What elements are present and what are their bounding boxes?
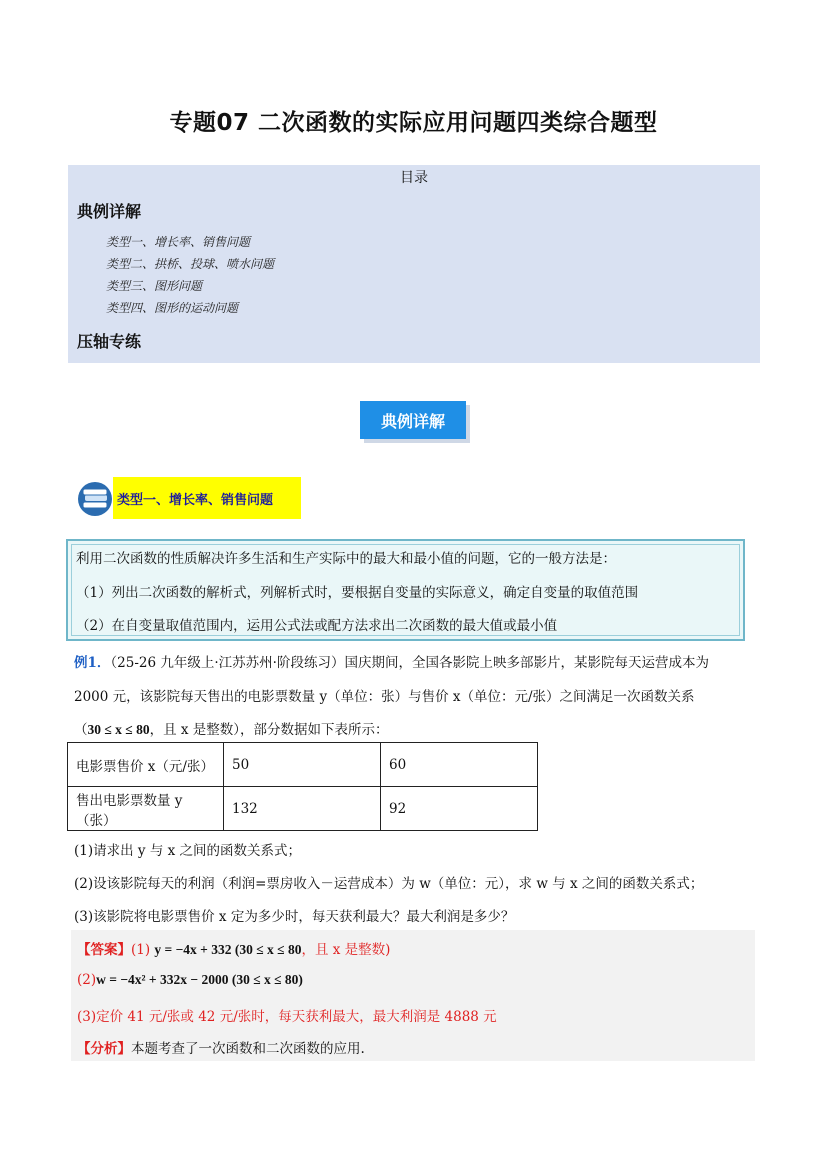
toc-item-type4[interactable]: 类型四、图形的运动问题 <box>106 301 239 315</box>
domain-condition: 30 ≤ x ≤ 80 <box>87 722 150 737</box>
answer-line-1 <box>77 938 390 958</box>
answer-line-3: (3)定价 41 元/张或 42 元/张时，每天获利最大，最大利润是 4888 元 <box>77 1009 497 1025</box>
type-heading: 类型一、增长率、销售问题 <box>113 477 301 519</box>
page-title: 专题07 二次函数的实际应用问题四类综合题型 <box>169 110 658 136</box>
answer-tag: 【答案】 <box>77 942 131 958</box>
analysis-tag: 【分析】 <box>77 1041 131 1057</box>
table-cell-value: 60 <box>381 743 538 787</box>
table-cell-value: 50 <box>224 743 381 787</box>
answer-2-prefix: (2) <box>77 972 97 988</box>
answer-1-expr: y = −4x + 332 (30 ≤ x ≤ 80 <box>154 942 302 957</box>
example-line-3 <box>74 718 389 738</box>
table-cell-value: 132 <box>224 787 381 831</box>
question-3: (3)该影院将电影票售价 x 定为多少时，每天获利最大？最大利润是多少？ <box>74 909 515 925</box>
table-cell-label: 售出电影票数量 y（张） <box>68 787 224 831</box>
data-table <box>67 742 538 831</box>
analysis-line <box>77 1037 365 1057</box>
book-stack-icon <box>77 481 113 517</box>
table-cell-label: 电影票售价 x（元/张） <box>68 743 224 787</box>
analysis-text: 本题考查了一次函数和二次函数的应用. <box>131 1041 365 1057</box>
answer-1-suffix: ，且 x 是整数) <box>301 942 391 958</box>
table-cell-value: 92 <box>381 787 538 831</box>
table-row <box>68 743 538 787</box>
table-of-contents <box>68 165 760 363</box>
paren-open: （ <box>74 722 88 738</box>
method-box <box>66 539 745 641</box>
answer-line-2 <box>77 972 303 988</box>
answer-2-expr: w = −4x² + 332x − 2000 (30 ≤ x ≤ 80) <box>96 972 303 987</box>
toc-section-examples[interactable]: 典例详解 <box>77 202 142 221</box>
question-1: (1)请求出 y 与 x 之间的函数关系式； <box>74 843 302 859</box>
example-source: （25-26 九年级上·江苏苏州·阶段练习）国庆期间，全国各影院上映多部影片，某影院每天运营成本为 <box>110 655 709 671</box>
toc-item-type2[interactable]: 类型二、拱桥、投球、喷水问题 <box>106 257 275 271</box>
toc-item-type3[interactable]: 类型三、图形问题 <box>106 279 203 293</box>
example-line-2: 2000 元，该影院每天售出的电影票数量 y（单位：张）与售价 x（单位：元/张）之间满足一次函数关系 <box>74 689 695 705</box>
question-2: (2)设该影院每天的利润（利润=票房收入－运营成本）为 w（单位：元），求 w 与 x 之间的函数关系式； <box>74 876 704 892</box>
section-badge: 典例详解 <box>360 401 466 439</box>
method-intro: 利用二次函数的性质解决许多生活和生产实际中的最大和最小值的问题，它的一般方法是： <box>76 551 616 567</box>
answer-box <box>71 930 755 1061</box>
example-line-1 <box>74 651 709 671</box>
method-step-2: （2）在自变量取值范围内，运用公式法或配方法求出二次函数的最大值或最小值 <box>76 618 558 634</box>
toc-caption: 目录 <box>400 170 428 186</box>
table-row <box>68 787 538 831</box>
toc-section-practice[interactable]: 压轴专练 <box>77 332 142 351</box>
example-number: 例1． <box>74 655 111 671</box>
example-line-3-text: ，且 x 是整数），部分数据如下表所示： <box>149 722 389 738</box>
method-step-1: （1）列出二次函数的解析式，列解析式时，要根据自变量的实际意义，确定自变量的取值范围 <box>76 585 639 601</box>
answer-1-prefix: (1) <box>131 942 155 958</box>
badge-dots <box>370 397 390 400</box>
toc-item-type1[interactable]: 类型一、增长率、销售问题 <box>106 235 251 249</box>
